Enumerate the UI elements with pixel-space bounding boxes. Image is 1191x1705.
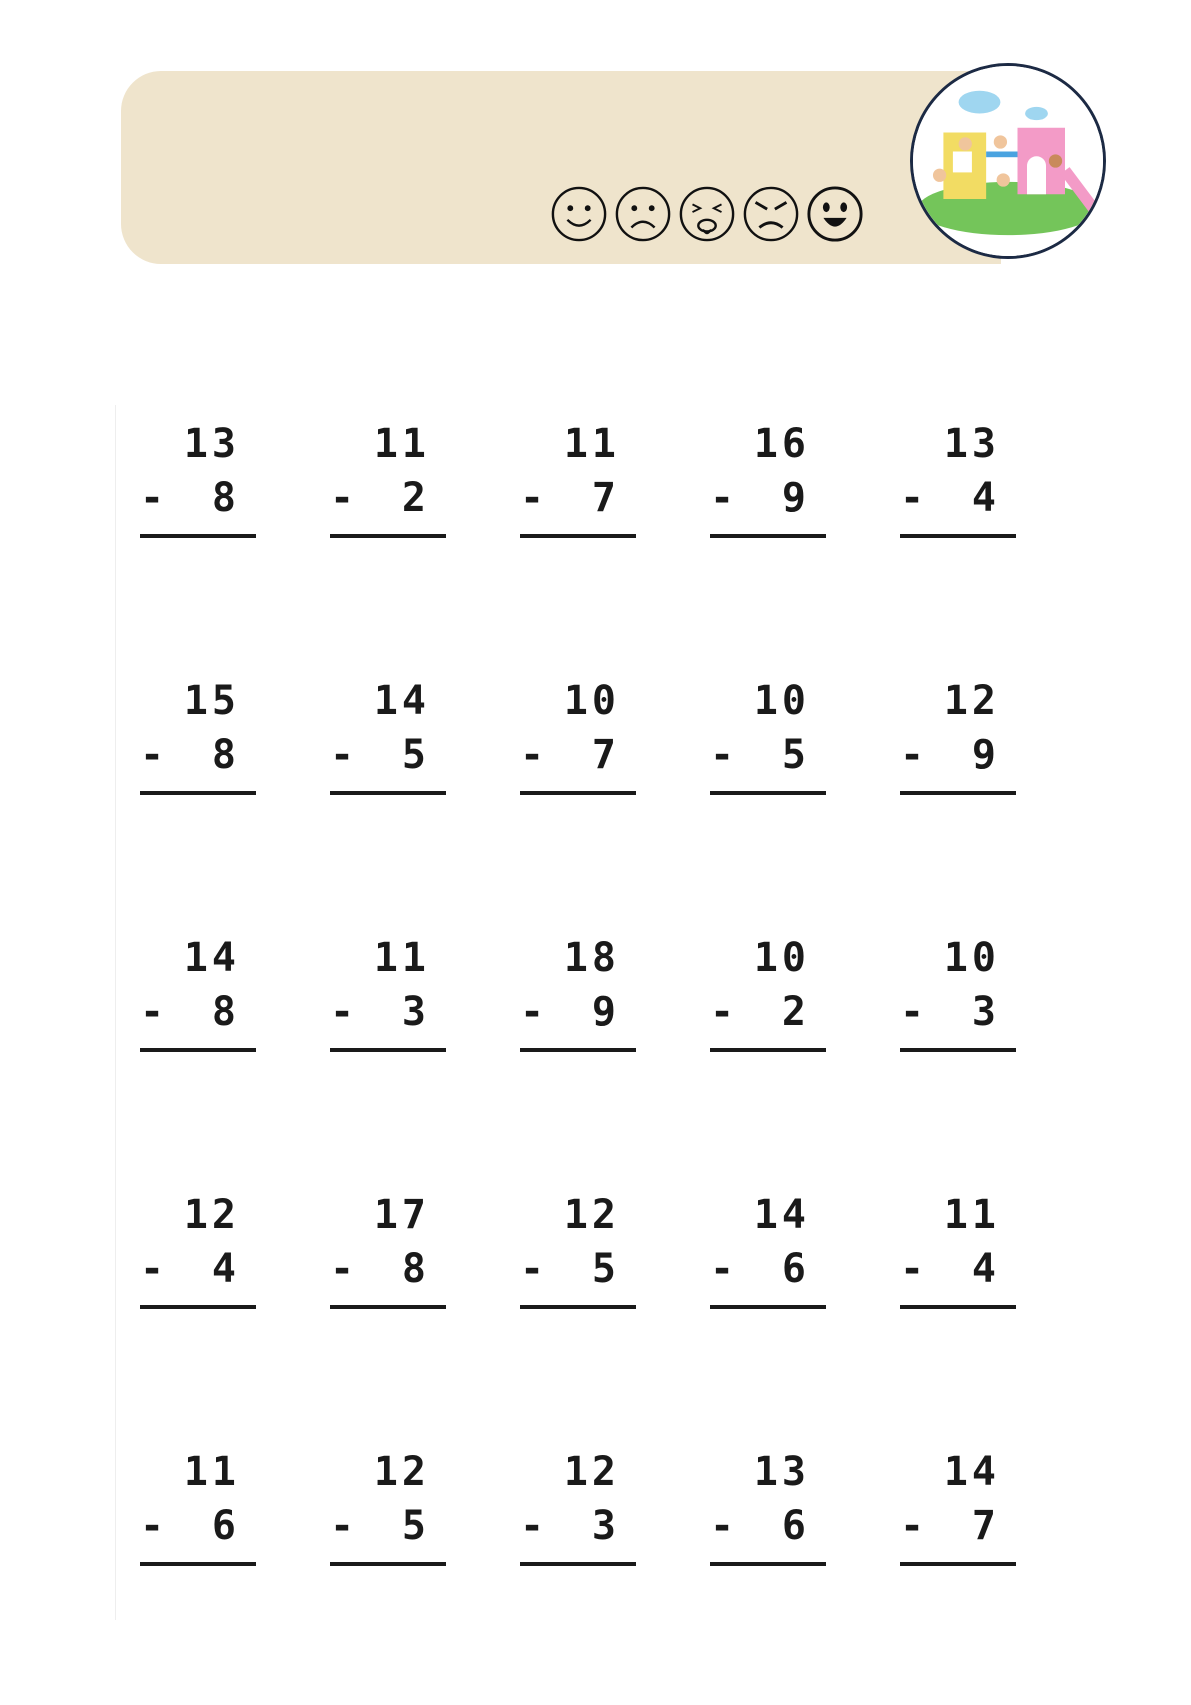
minus-sign: - (140, 1503, 165, 1549)
subtraction-problem (890, 420, 1080, 540)
subtrahend: 4 (971, 475, 1000, 521)
minuend: 11 (373, 421, 430, 467)
minuend: 14 (943, 1449, 1000, 1495)
answer-line[interactable] (520, 1048, 636, 1052)
smiling-face-icon[interactable] (550, 185, 608, 243)
minus-sign: - (140, 1246, 165, 1292)
minuend: 15 (183, 678, 240, 724)
frowning-face-icon[interactable] (614, 185, 672, 243)
subtrahend: 7 (971, 1503, 1000, 1549)
subtraction-problem (890, 934, 1080, 1054)
minus-sign: - (710, 475, 735, 521)
subtrahend: 8 (211, 732, 240, 778)
answer-line[interactable] (900, 1305, 1016, 1309)
problem-row (130, 677, 1080, 934)
answer-line[interactable] (140, 1305, 256, 1309)
subtraction-problem (510, 1448, 700, 1568)
minus-sign: - (520, 732, 545, 778)
minus-sign: - (520, 1246, 545, 1292)
subtraction-problem (130, 420, 320, 540)
minuend: 16 (753, 421, 810, 467)
minuend: 14 (373, 678, 430, 724)
subtrahend: 3 (401, 989, 430, 1035)
minuend: 18 (563, 935, 620, 981)
subtrahend: 5 (401, 1503, 430, 1549)
minuend: 10 (943, 935, 1000, 981)
subtraction-problem (320, 934, 510, 1054)
subtraction-problem (510, 934, 700, 1054)
minus-sign: - (900, 1246, 925, 1292)
subtrahend: 9 (971, 732, 1000, 778)
subtrahend: 7 (591, 732, 620, 778)
minuend: 11 (563, 421, 620, 467)
minus-sign: - (900, 475, 925, 521)
answer-line[interactable] (140, 1048, 256, 1052)
subtrahend: 9 (781, 475, 810, 521)
minuend: 10 (563, 678, 620, 724)
subtraction-problem (130, 1448, 320, 1568)
left-margin-line (115, 405, 116, 1620)
subtraction-problem (130, 934, 320, 1054)
problem-row (130, 1191, 1080, 1448)
answer-line[interactable] (520, 791, 636, 795)
mood-rating-row (550, 185, 864, 243)
minus-sign: - (330, 1503, 355, 1549)
answer-line[interactable] (710, 1562, 826, 1566)
minuend: 17 (373, 1192, 430, 1238)
minuend: 11 (373, 935, 430, 981)
minus-sign: - (900, 989, 925, 1035)
subtraction-problem (130, 677, 320, 797)
subtraction-problem (890, 677, 1080, 797)
minus-sign: - (330, 1246, 355, 1292)
minuend: 13 (943, 421, 1000, 467)
subtrahend: 6 (211, 1503, 240, 1549)
minus-sign: - (710, 1246, 735, 1292)
subtraction-problem (700, 1448, 890, 1568)
subtrahend: 6 (781, 1503, 810, 1549)
subtraction-problem (890, 1448, 1080, 1568)
minus-sign: - (710, 989, 735, 1035)
subtrahend: 8 (211, 475, 240, 521)
minus-sign: - (330, 732, 355, 778)
minus-sign: - (900, 1503, 925, 1549)
minus-sign: - (520, 1503, 545, 1549)
answer-line[interactable] (330, 534, 446, 538)
problem-row (130, 1448, 1080, 1705)
answer-line[interactable] (330, 1048, 446, 1052)
answer-line[interactable] (330, 1305, 446, 1309)
answer-line[interactable] (520, 1562, 636, 1566)
answer-line[interactable] (710, 791, 826, 795)
subtrahend: 4 (211, 1246, 240, 1292)
subtraction-problem (510, 677, 700, 797)
angry-face-icon[interactable] (742, 185, 800, 243)
minuend: 12 (563, 1449, 620, 1495)
minuend: 13 (753, 1449, 810, 1495)
subtraction-problem (320, 677, 510, 797)
subtrahend: 2 (401, 475, 430, 521)
answer-line[interactable] (330, 791, 446, 795)
answer-line[interactable] (900, 534, 1016, 538)
subtraction-problem (510, 1191, 700, 1311)
answer-line[interactable] (140, 791, 256, 795)
subtrahend: 8 (211, 989, 240, 1035)
subtraction-problem (700, 1191, 890, 1311)
subtrahend: 5 (401, 732, 430, 778)
answer-line[interactable] (140, 534, 256, 538)
minus-sign: - (900, 732, 925, 778)
minuend: 12 (563, 1192, 620, 1238)
subtraction-problem (890, 1191, 1080, 1311)
subtraction-problem (510, 420, 700, 540)
minus-sign: - (330, 989, 355, 1035)
problem-row (130, 420, 1080, 677)
subtrahend: 5 (781, 732, 810, 778)
answer-line[interactable] (330, 1562, 446, 1566)
subtraction-problem (130, 1191, 320, 1311)
subtrahend: 2 (781, 989, 810, 1035)
nauseated-face-icon[interactable] (678, 185, 736, 243)
subtrahend: 8 (401, 1246, 430, 1292)
answer-line[interactable] (900, 1048, 1016, 1052)
subtrahend: 4 (971, 1246, 1000, 1292)
subtrahend: 3 (591, 1503, 620, 1549)
subtraction-problem (700, 934, 890, 1054)
subtrahend: 9 (591, 989, 620, 1035)
minuend: 13 (183, 421, 240, 467)
minus-sign: - (520, 989, 545, 1035)
minuend: 14 (753, 1192, 810, 1238)
subtrahend: 7 (591, 475, 620, 521)
minus-sign: - (520, 475, 545, 521)
answer-line[interactable] (900, 791, 1016, 795)
minus-sign: - (710, 732, 735, 778)
answer-line[interactable] (900, 1562, 1016, 1566)
subtraction-problem (700, 420, 890, 540)
minuend: 11 (183, 1449, 240, 1495)
minuend: 10 (753, 678, 810, 724)
minuend: 14 (183, 935, 240, 981)
problem-row (130, 934, 1080, 1191)
happy-open-mouth-face-icon[interactable] (806, 185, 864, 243)
subtrahend: 5 (591, 1246, 620, 1292)
answer-line[interactable] (710, 1048, 826, 1052)
answer-line[interactable] (520, 534, 636, 538)
answer-line[interactable] (520, 1305, 636, 1309)
subtraction-grid (130, 420, 1080, 1705)
answer-line[interactable] (710, 1305, 826, 1309)
answer-line[interactable] (710, 534, 826, 538)
subtraction-problem (700, 677, 890, 797)
minuend: 12 (373, 1449, 430, 1495)
subtrahend: 3 (971, 989, 1000, 1035)
subtraction-problem (320, 1448, 510, 1568)
subtrahend: 6 (781, 1246, 810, 1292)
answer-line[interactable] (140, 1562, 256, 1566)
subtraction-problem (320, 420, 510, 540)
minuend: 10 (753, 935, 810, 981)
minus-sign: - (330, 475, 355, 521)
minus-sign: - (140, 732, 165, 778)
minuend: 12 (943, 678, 1000, 724)
minus-sign: - (140, 989, 165, 1035)
minus-sign: - (140, 475, 165, 521)
minus-sign: - (710, 1503, 735, 1549)
playground-kids-icon (910, 63, 1106, 259)
minuend: 12 (183, 1192, 240, 1238)
minuend: 11 (943, 1192, 1000, 1238)
subtraction-problem (320, 1191, 510, 1311)
